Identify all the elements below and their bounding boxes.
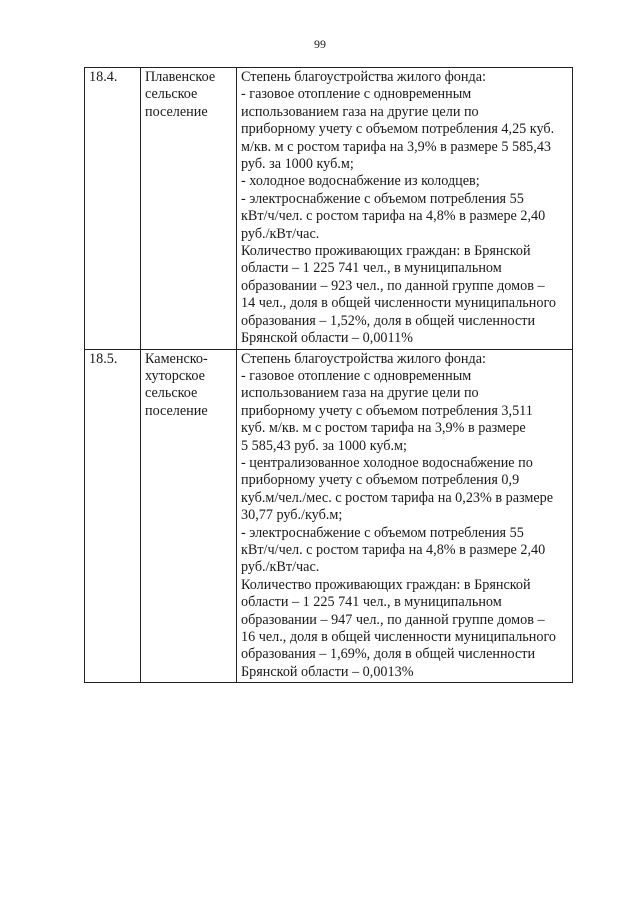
description-line: Количество проживающих граждан: в Брянской: [241, 243, 531, 260]
description-line: руб./кВт/час.: [241, 559, 320, 576]
table-row: [85, 349, 573, 683]
description-line: образовании – 923 чел., по данной группе домов –: [241, 277, 545, 294]
description-line: Степень благоустройства жилого фонда:: [241, 350, 486, 367]
settlement-name-line: сельское: [145, 86, 198, 103]
description-line: Количество проживающих граждан: в Брянской: [241, 576, 531, 593]
settlement-name-line: поселение: [145, 402, 208, 419]
description-line: кВт/ч/чел. с ростом тарифа на 4,8% в размере 2,40: [241, 208, 546, 225]
settlement-name-line: хуторское: [145, 367, 205, 384]
description-line: 5 585,43 руб. за 1000 куб.м;: [241, 437, 407, 454]
description-line: куб. м/кв. м с ростом тарифа на 3,9% в размере: [241, 420, 526, 437]
description-line: области – 1 225 741 чел., в муниципальном: [241, 260, 502, 277]
description-line: образовании – 947 чел., по данной группе домов –: [241, 611, 545, 628]
settlement-name-line: сельское: [145, 385, 198, 402]
description-line: 16 чел., доля в общей численности муниципального: [241, 629, 557, 645]
description-line: - холодное водоснабжение из колодцев;: [241, 173, 480, 190]
table-row: [85, 68, 573, 350]
page-number: 99: [314, 37, 326, 51]
settlement-name-line: поселение: [145, 103, 208, 120]
description-line: - электроснабжение с объемом потребления 55: [241, 190, 524, 207]
description-line: образования – 1,69%, доля в общей численности: [241, 646, 536, 663]
description-line: приборному учету с объемом потребления 3,511: [241, 402, 533, 419]
description-line: Брянской области – 0,0013%: [241, 663, 414, 680]
description-line: приборному учету с объемом потребления 4,25 куб.: [241, 121, 555, 138]
settlements-table: [84, 67, 573, 683]
settlement-name-cell: [141, 349, 237, 683]
description-line: 14 чел., доля в общей численности муниципального: [241, 295, 557, 312]
description-line: использованием газа на другие цели по: [241, 103, 479, 120]
settlement-name-line: Каменско-: [145, 350, 208, 367]
settlement-name-line: Плавенское: [145, 69, 216, 85]
description-line: Брянской области – 0,0011%: [241, 330, 413, 347]
description-line: руб./кВт/час.: [241, 225, 320, 242]
description-line: - электроснабжение с объемом потребления 55: [241, 524, 524, 541]
description-line: Степень благоустройства жилого фонда:: [241, 69, 486, 85]
description-line: образования – 1,52%, доля в общей численности: [241, 312, 536, 329]
description-line: куб.м/чел./мес. с ростом тарифа на 0,23% в размере: [241, 489, 554, 506]
description-line: кВт/ч/чел. с ростом тарифа на 4,8% в размере 2,40: [241, 541, 546, 558]
description-line: области – 1 225 741 чел., в муниципальном: [241, 594, 502, 611]
description-line: использованием газа на другие цели по: [241, 385, 479, 402]
table-body: [85, 68, 573, 683]
description-line: - газовое отопление с одновременным: [241, 86, 472, 103]
description-line: 30,77 руб./куб.м;: [241, 507, 343, 524]
description-line: - газовое отопление с одновременным: [241, 367, 472, 384]
row-number-cell: 18.4.: [85, 68, 141, 350]
row-number-cell: 18.5.: [85, 349, 141, 683]
settlement-name-cell: [141, 68, 237, 350]
description-line: м/кв. м с ростом тарифа на 3,9% в размере 5 585,43: [241, 138, 552, 155]
description-cell: [237, 68, 573, 350]
description-line: руб. за 1000 куб.м;: [241, 156, 354, 173]
description-cell: [237, 349, 573, 683]
description-line: - централизованное холодное водоснабжение по: [241, 454, 533, 471]
description-line: приборному учету с объемом потребления 0,9: [241, 472, 520, 489]
